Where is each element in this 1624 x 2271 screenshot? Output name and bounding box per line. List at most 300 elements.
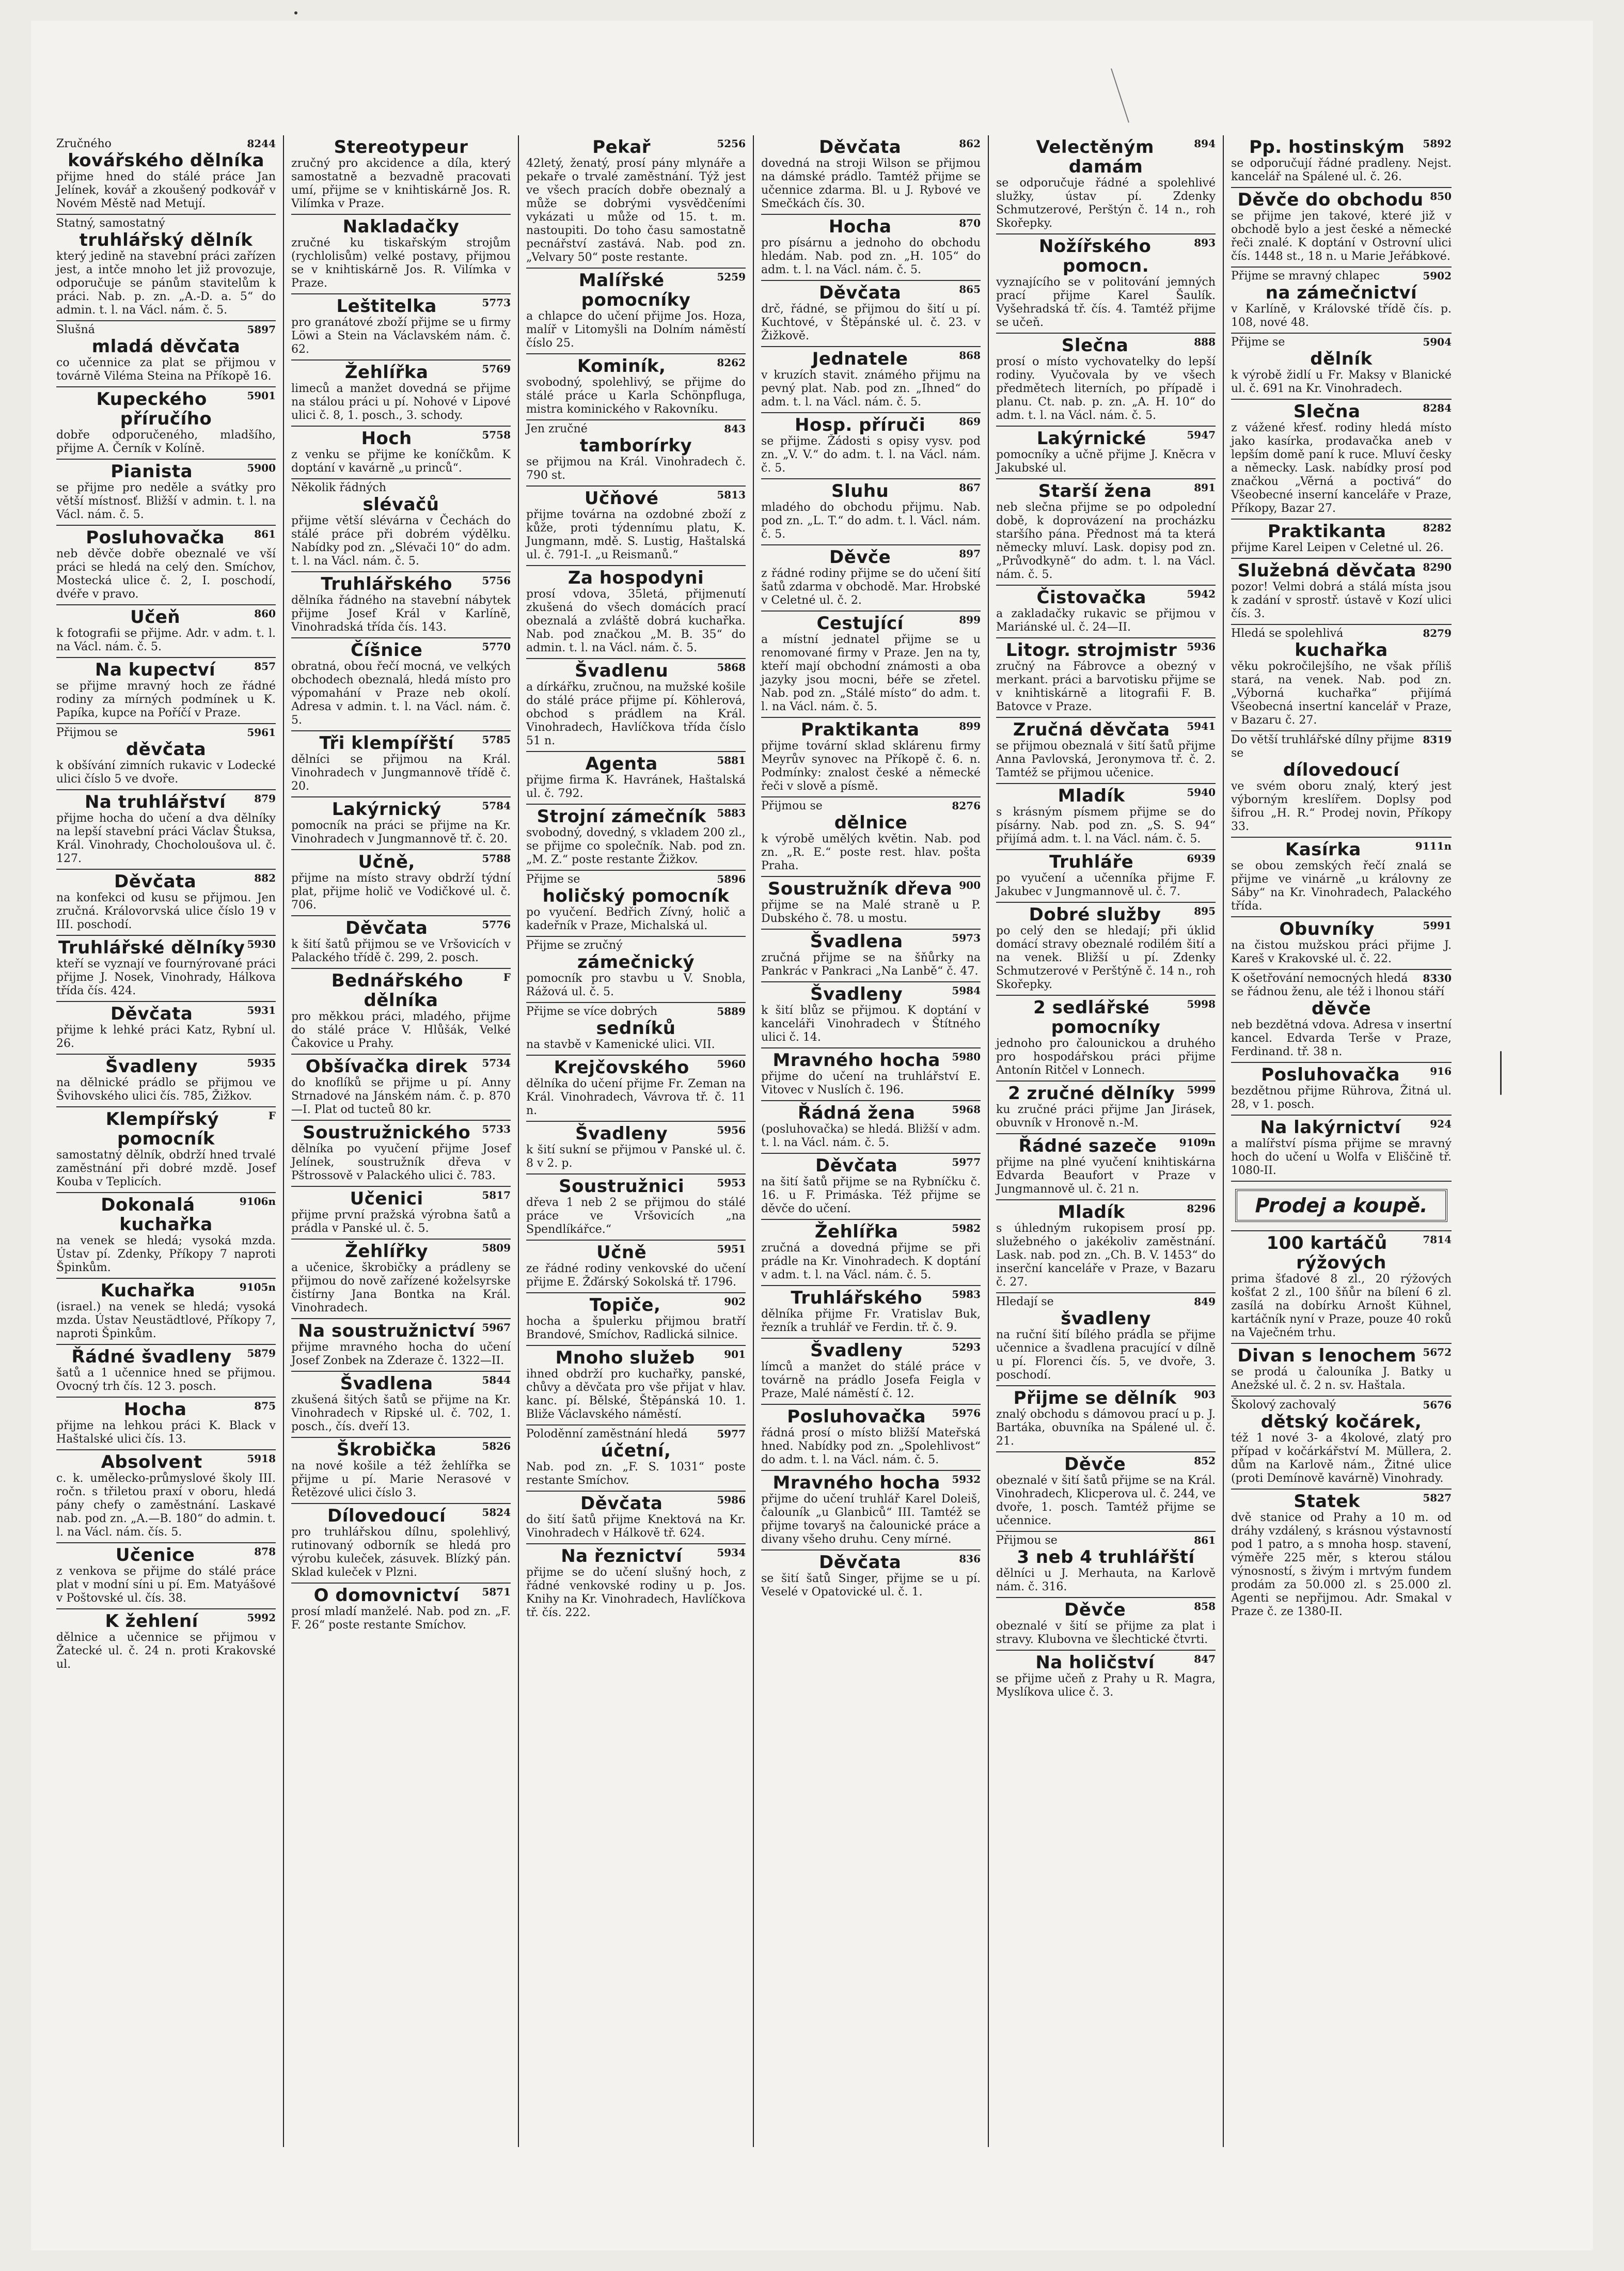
classified-ad: [291, 1504, 511, 1584]
ad-number: 5883: [717, 807, 746, 819]
ad-number: 5824: [482, 1506, 511, 1518]
ad-number: 894: [1194, 137, 1216, 150]
ad-preamble: Zručného: [56, 137, 112, 150]
ad-preamble: K ošetřování nemocných hledá se řádnou ženu, ale též i lhonou stáří: [1231, 972, 1444, 998]
ad-number: 5776: [482, 918, 511, 931]
ad-number: 5881: [717, 754, 746, 766]
ad-headline: Tři klempířští: [319, 733, 454, 754]
ad-text: s krásným písmem přijme se do písárny. Nab. pod zn. „S. S. 94“ přijímá adm. t. l. na Václ. nám. č. 5.: [996, 806, 1216, 845]
ad-number: 879: [254, 792, 276, 805]
classified-ad: [56, 790, 276, 870]
ad-preamble: Poloděnní zaměstnání hledá: [526, 1428, 688, 1440]
ad-headline: Mravného hocha: [772, 1050, 940, 1071]
ad-number: 8319: [1423, 733, 1452, 746]
ad-number: 8284: [1423, 402, 1452, 414]
ad-number: 5902: [1423, 270, 1452, 282]
ad-headline: Čistovačka: [1036, 587, 1146, 608]
classified-ad: [291, 1584, 511, 1635]
classified-ad: [996, 1532, 1216, 1598]
ad-preamble: Přijme se mravný chlapec: [1231, 270, 1380, 283]
ad-text: z řádné rodiny přijme se do učení šití šatů zdarma v obchodě. Mar. Hrobské v Celetné ul. č. 2.: [761, 567, 981, 607]
ad-column: [49, 135, 284, 2147]
classified-ad: [56, 135, 276, 215]
classified-ad: [1231, 731, 1452, 838]
ad-text: znalý obchodu s dámovou prací u p. J. Bartáka, obuvníka na Spálené ul. č. 21.: [996, 1408, 1216, 1448]
ad-headline: švadleny: [1061, 1308, 1151, 1329]
ad-text: ze řádné rodiny venkovské do učení přijme E. Žďárský Sokolská tř. 1796.: [526, 1262, 746, 1289]
ad-text: přijme hocha do učení a dva dělníky na lepší stavební práci Václav Štuksa, Král. Vinohrady, Chocholoušova ul. č. 127.: [56, 812, 276, 865]
ad-headline: Služebná děvčata: [1237, 560, 1416, 581]
classified-ad: [761, 612, 981, 718]
ad-headline: Lakýrnický: [332, 799, 442, 820]
ad-text: obeznalé v šití šatů přijme se na Král. Vinohradech, Klicperova ul. č. 244, ve dvoře, 1. posch. Tamtéž přijme se učennice.: [996, 1474, 1216, 1527]
ad-text: zručný na Fábrovce a obezný v merkant. práci a barvotisku přijme se v knihtiskárně a litografii F. B. Batovce v Praze.: [996, 660, 1216, 713]
classified-ad: [56, 936, 276, 1002]
ad-headline: Truhlářského: [791, 1288, 922, 1308]
ad-number: 5976: [952, 1407, 981, 1419]
ad-headline: Žehlířky: [345, 1241, 429, 1262]
ad-headline: 100 kartáčů rýžových: [1266, 1233, 1388, 1273]
ad-headline: kovářského dělníka: [68, 150, 264, 171]
ad-headline: Hosp. příruči: [795, 415, 926, 435]
ad-text: se obou zemských řečí znalá se přijme ve vinárně „u královny ze Sáby“ na Kr. Vinohradech, Palackého třída.: [1231, 859, 1452, 913]
ad-number: 865: [959, 283, 981, 295]
ad-headline: Malířské pomocníky: [578, 270, 691, 310]
ad-number: 5788: [482, 852, 511, 865]
ad-number: 8330: [1423, 972, 1452, 984]
ad-headline: Jednatele: [812, 349, 908, 369]
ad-text: a chlapce do učení přijme Jos. Hoza, malíř v Litomyšli na Dolním náměstí číslo 25.: [526, 310, 746, 350]
ad-text: dělnice a učennice se přijmou v Žatecké ul. č. 24 n. proti Krakovské ul.: [56, 1631, 276, 1671]
classified-ad: [56, 1398, 276, 1450]
classified-ad: [1231, 188, 1452, 268]
ad-headline: Obuvníky: [1279, 919, 1375, 939]
classified-ad: [526, 135, 746, 269]
ad-headline: Švadleny: [810, 984, 903, 1005]
classified-ad: [1231, 1397, 1452, 1490]
ad-text: dřeva 1 neb 2 se přijmou do stálé práce ve Vršovicích „na Spendlíkářce.“: [526, 1196, 746, 1236]
ad-headline: 2 sedlářské pomocníky: [1033, 997, 1161, 1038]
ad-headline: Slečna: [1061, 335, 1129, 356]
ad-number: 5986: [717, 1494, 746, 1506]
ad-text: k obšívání zimních rukavic v Lodecké ulici číslo 5 ve dvoře.: [56, 759, 276, 786]
ad-number: 5953: [717, 1177, 746, 1189]
ad-headline: Na soustružnictví: [298, 1321, 476, 1341]
ad-text: ku zručné práci přijme Jan Jirásek, obuvník v Hronově n.-M.: [996, 1103, 1216, 1130]
ad-text: řádná prosí o místo bližší Mateřská hned. Nabídky pod zn. „Spolehlivost“ do adm. t. l. na Václ. nám. č. 5.: [761, 1427, 981, 1466]
ad-text: dobře odporučeného, mladšího, přijme A. Černík v Kolíně.: [56, 429, 276, 455]
classified-ad: [291, 1121, 511, 1187]
classified-ad: [291, 361, 511, 427]
ad-headline: Řádné švadleny: [71, 1346, 232, 1367]
ad-headline: Dokonalá kuchařka: [101, 1195, 213, 1235]
ad-text: dovedná na stroji Wilson se přijmou na dámské prádlo. Tamtéž přijme se učennice zdarma. Bl. u J. Rybové ve Smečkách čís. 30.: [761, 157, 981, 210]
ad-text: samostatný dělník, obdrží hned trvalé zaměstnání při dobré mzdě. Josef Kouba v Teplicích.: [56, 1149, 276, 1188]
ad-number: 5984: [952, 984, 981, 997]
ad-text: 42letý, ženatý, prosí pány mlynáře a pekaře o trvalé zaměstnání. Týž jest ve všech pracích dobře obeznalý a může se dobrými vysvědčeními vykázati u může od 15. t. m. nastoupiti. Do toho času samostatně pecnářství zastává. Nab. pod zn. „Velvary 50“ poste restante.: [526, 157, 746, 264]
classified-ad: [526, 566, 746, 659]
ad-preamble: Hledají se: [996, 1295, 1054, 1308]
ad-number: 5785: [482, 733, 511, 746]
ad-headline: truhlářský dělník: [79, 230, 253, 250]
classified-ad: [526, 1426, 746, 1492]
ad-text: prosí o místo vychovatelky do lepší rodiny. Vyučovala by ve všech předmětech literních, po případě i planu. Ct. nab. p. zn. „A. H. 10“ do adm. t. l. na Václ. nám. č. 5.: [996, 355, 1216, 422]
classified-ad: [996, 1293, 1216, 1386]
classified-ad: [291, 1319, 511, 1372]
ad-headline: Děvčata: [819, 1552, 902, 1573]
ad-headline: Leštitelka: [336, 296, 437, 317]
classified-ad: [761, 1220, 981, 1286]
ad-headline: Děvčata: [815, 1155, 898, 1176]
ad-text: c. k. umělecko-průmyslové školy III. ročn. s třiletou praxí v oboru, hledá pány chefy o zaměstnání. Laskavé nab. pod zn. „A.—B. 180“ do admin. t. l. na Václ. nám. čís. 5.: [56, 1472, 276, 1539]
ad-number: 8296: [1187, 1202, 1216, 1215]
ad-text: na šití šatů přijme se na Rybníčku č. 16. u F. Primáska. Též přijme se děvče do učení.: [761, 1176, 981, 1215]
ad-number: 5960: [717, 1058, 746, 1070]
ad-number: 8244: [247, 137, 276, 150]
ad-number: 836: [959, 1553, 981, 1565]
ad-number: 862: [959, 137, 981, 150]
ad-number: 868: [959, 349, 981, 362]
ad-headline: Učenice: [115, 1545, 195, 1565]
classified-ad: [291, 294, 511, 361]
classified-ads-page: [49, 135, 1459, 2147]
ad-headline: Klempířský pomocník: [105, 1109, 219, 1149]
ad-number: 901: [724, 1348, 746, 1360]
classified-ad: [1231, 1231, 1452, 1344]
classified-ad: [996, 1651, 1216, 1702]
ad-headline: Děvče: [1064, 1600, 1126, 1620]
ad-text: z vážené křesť. rodiny hledá místo jako kasírka, prodavačka aneb v lepším domě paní k ruce. Mluví česky a německy. Lask. nabídky prosí pod značkou „Věrná a poctivá“ do Všeobecné inserní kanceláře v Praze, Příkopy, Bazar 27.: [1231, 421, 1452, 515]
ad-headline: na zámečnictví: [1265, 283, 1417, 303]
ad-text: zručné ku tiskařským strojům (rychlolisům) velké postavy, přijmou se v knihtiskárně Jos. R. Vilímka v Praze.: [291, 237, 511, 290]
ad-text: a zakladačky rukavic se přijmou v Mariánské ul. č. 24—II.: [996, 607, 1216, 634]
ad-number: 5672: [1423, 1346, 1452, 1358]
ad-number: 8262: [717, 356, 746, 369]
classified-ad: [56, 1543, 276, 1609]
ad-headline: Na lakýrnictví: [1260, 1117, 1401, 1138]
ad-headline: Přijme se dělník: [1013, 1388, 1177, 1408]
ad-text: na nové košile a též žehlířka se přijme u pí. Marie Nerasové v Řetězové ulici číslo 3.: [291, 1460, 511, 1499]
ad-number: 5259: [717, 271, 746, 283]
classified-ad: [761, 347, 981, 413]
classified-ad: [291, 731, 511, 797]
ad-text: pro písárnu a jednoho do obchodu hledám. Nab. pod zn. „H. 105“ do adm. t. l. na Václ. nám. č. 5.: [761, 237, 981, 276]
classified-ad: [996, 784, 1216, 850]
ad-headline: Učně: [596, 1242, 647, 1263]
classified-ad: [291, 916, 511, 969]
classified-ad: [56, 1055, 276, 1107]
classified-ad: [526, 752, 746, 805]
classified-ad: [1231, 838, 1452, 917]
ad-number: 5769: [482, 363, 511, 375]
ad-number: 5897: [247, 323, 276, 336]
ad-text: ve svém oboru znalý, který jest výborným kreslířem. Doplsy pod šifrou „H. R.“ Prodej novin, Příkopy 33.: [1231, 780, 1452, 833]
ad-text: k fotografii se přijme. Adr. v adm. t. l. na Václ. nám. č. 5.: [56, 627, 276, 653]
ad-number: 8282: [1423, 522, 1452, 534]
ad-headline: Mladík: [1058, 786, 1125, 806]
ad-number: 5676: [1423, 1399, 1452, 1411]
ad-text: do knoflíků se přijme u pí. Anny Strnadové na Jánském nám. č. p. 870—I. Plat od tucteů 80 kr.: [291, 1076, 511, 1116]
classified-ad: [996, 427, 1216, 479]
ad-text: se přijmou obeznalá v šití šatů přijme Anna Pavlovská, Jeronymova tř. č. 2. Tamtéž se přijmou učenice.: [996, 740, 1216, 779]
ad-number: 5784: [482, 800, 511, 812]
ad-headline: Truhláře: [1049, 852, 1134, 872]
classified-ad: [996, 334, 1216, 427]
classified-ad: [996, 586, 1216, 638]
ad-text: vyznajícího se v politování jemných prací přijme Karel Šaulík. Vyšehradská tř. čís. 4. Tamtéž přijme se učeň.: [996, 276, 1216, 329]
ad-number: 5956: [717, 1124, 746, 1136]
ad-column: [519, 135, 754, 2147]
ad-preamble: Do větší truhlářské dílny přijme se: [1231, 733, 1414, 760]
ad-number: 5992: [247, 1611, 276, 1624]
ad-text: se přijme učeň z Prahy u R. Magra, Myslíkova ulice č. 3.: [996, 1672, 1216, 1699]
ad-headline: Děvče do obchodu: [1237, 190, 1424, 210]
ad-number: 878: [254, 1545, 276, 1558]
classified-ad: [291, 850, 511, 916]
ad-text: a místní jednatel přijme se u renomované firmy v Praze. Jen na ty, kteří mají obchodní známosti a oba jazyky jsou mocni, béře se zřetel. Nab. pod zn. „Stálé místo“ do adm. t. l. na Václ. nám. č. 5.: [761, 633, 981, 713]
classified-ad: [56, 321, 276, 387]
ad-number: 5293: [952, 1341, 981, 1353]
ad-number: 5770: [482, 640, 511, 653]
ad-text: a učenice, škrobičky a prádleny se přijmou do nově zařízené koželsyrske čistírny Jana Bontka na Král. Vinohradech.: [291, 1261, 511, 1314]
ad-text: přijme Karel Leipen v Celetné ul. 26.: [1231, 541, 1444, 554]
ad-number: 5999: [1187, 1084, 1216, 1096]
classified-ad: [1231, 1182, 1452, 1231]
ad-number: 893: [1194, 237, 1216, 249]
classified-ad: [996, 850, 1216, 903]
classified-ad: [996, 638, 1216, 718]
printing-dot: [294, 11, 297, 14]
ad-text: přijme firma K. Havránek, Haštalská ul. č. 792.: [526, 774, 746, 800]
classified-ad: [1231, 268, 1452, 334]
ad-headline: Topiče,: [589, 1295, 661, 1315]
ad-text: ihned obdrží pro kuchařky, panské, chůvy a děvčata pro vše přijat v hlav. kanc. pí. Bělské, Štěpánská 10. 1. Bliže Václavského náměstí.: [526, 1368, 746, 1421]
ad-number: 899: [959, 614, 981, 626]
ad-headline: Hocha: [123, 1399, 187, 1420]
ad-headline: Hoch: [361, 428, 412, 449]
ad-number: 9111n: [1415, 840, 1452, 852]
ad-column: [1224, 135, 1459, 2147]
classified-ad: [526, 1056, 746, 1122]
ad-headline: Obšívačka direk: [305, 1056, 468, 1077]
ad-headline: Nakladačky: [342, 216, 460, 237]
ad-text: pro granátové zboží přijme se u firmy Löwi a Stein na Václavském nám. č. 62.: [291, 316, 511, 356]
classified-ad: [526, 1293, 746, 1346]
ad-text: přijme se do učení slušný hoch, z řádné venkovské rodiny u p. Jos. Knihy na Kr. Vinohradech, Havlíčkova tř. čís. 222.: [526, 1566, 746, 1619]
ad-number: 5947: [1187, 429, 1216, 441]
classified-ad: [996, 1082, 1216, 1134]
ad-text: přijme na lehkou práci K. Black v Haštalské ulici čís. 13.: [56, 1419, 276, 1446]
ad-text: přijme hned do stálé práce Jan Jelínek, kovář a zkoušený podkovář v Novém Městě nad Metují.: [56, 170, 276, 210]
ad-headline: Žehlířka: [344, 362, 429, 383]
ad-number: 5879: [247, 1347, 276, 1359]
ad-number: 852: [1194, 1454, 1216, 1467]
ad-number: 9105n: [239, 1281, 276, 1293]
classified-ad: [1231, 625, 1452, 731]
ad-headline: děvče: [1311, 998, 1371, 1019]
ad-number: 888: [1194, 336, 1216, 348]
classified-ad: [761, 1550, 981, 1602]
ad-headline: Divan s lenochem: [1237, 1345, 1416, 1366]
ad-preamble: Přijme se zručný: [526, 939, 623, 952]
classified-ad: [56, 1279, 276, 1345]
ad-text: přijme na plné vyučení knihtiskárna Edvarda Beaufort v Praze v Jungmannově ul. č. 21 n.: [996, 1156, 1216, 1196]
ad-headline: Děvčata: [819, 283, 902, 303]
classified-ad: [1231, 400, 1452, 520]
classified-ad: [761, 1471, 981, 1550]
classified-ad: [526, 269, 746, 354]
ad-headline: tamborírky: [579, 435, 692, 456]
classified-ad: [1231, 135, 1452, 188]
classified-ad: [1231, 559, 1452, 625]
classified-ad: [291, 1438, 511, 1504]
classified-ad: [996, 903, 1216, 996]
ad-number: F: [268, 1109, 276, 1122]
ad-text: svobodný, dovedný, s vkladem 200 zl., se přijme co společník. Nab. pod zn. „M. Z.“ poste restante Žižkov.: [526, 826, 746, 866]
classified-ad: [996, 234, 1216, 334]
ad-number: 5935: [247, 1057, 276, 1069]
ad-headline: Děvčata: [345, 918, 428, 938]
ad-headline: Číšnice: [350, 640, 423, 661]
ad-number: 5813: [717, 489, 746, 501]
classified-ad: [291, 135, 511, 215]
ad-headline: Na truhlářství: [84, 792, 226, 812]
ad-text: prosí mladí manželé. Nab. pod zn. „F. F. 26“ poste restante Smíchov.: [291, 1605, 511, 1632]
ad-headline: Děvče: [1064, 1454, 1126, 1475]
ad-column: [754, 135, 989, 2147]
ad-text: (posluhovačka) se hledá. Bližší v adm. t. l. na Václ. nám. č. 5.: [761, 1123, 981, 1149]
ad-number: 5901: [247, 389, 276, 402]
ad-text: dělníci u J. Merhauta, na Karlově nám. č. 316.: [996, 1567, 1216, 1593]
ad-headline: Starší žena: [1038, 481, 1152, 502]
ad-text: přijme se na Malé straně u P. Dubského č. 78. u mostu.: [761, 899, 981, 925]
classified-ad: [761, 1154, 981, 1220]
ad-text: (israel.) na venek se hledá; vysoká mzda. Ústav Neustädtlové, Příkopy 7, naproti Špinkům.: [56, 1301, 276, 1340]
ad-headline: 2 zručné dělníky: [1008, 1083, 1175, 1104]
ad-text: se přijme jen takové, které již v obchodě bylo a jest české a německé řeči znalé. K doptání v Ostrovní ulici čís. 1448 st., 18 n. u Marie Jeřábkové.: [1231, 210, 1452, 263]
classified-ad: [291, 1055, 511, 1121]
classified-ad: [291, 427, 511, 479]
ad-number: 5982: [952, 1222, 981, 1234]
ad-headline: Hocha: [828, 216, 892, 237]
ad-headline: Mladík: [1058, 1202, 1125, 1223]
ad-headline: Děvčata: [819, 137, 902, 158]
ad-number: 849: [1194, 1295, 1216, 1308]
ad-headline: Pekař: [592, 137, 651, 158]
ad-number: 843: [724, 422, 746, 435]
ad-column: [989, 135, 1224, 2147]
classified-ad: [291, 638, 511, 731]
classified-ad: [526, 1003, 746, 1056]
ad-headline: Statek: [1294, 1491, 1360, 1512]
ad-preamble: Slušná: [56, 323, 95, 336]
classified-ad: [761, 718, 981, 797]
ad-text: z venkova se přijme do stálé práce plat v modní síni u pí. Em. Matyášové v Poštovské ul. čís. 38.: [56, 1565, 276, 1605]
ad-number: 5983: [952, 1288, 981, 1301]
ad-number: 899: [959, 720, 981, 732]
ad-text: se odporučují řádné pradleny. Nejst. kancelář na Spálené ul. č. 26.: [1231, 157, 1452, 183]
classified-ad: [291, 1372, 511, 1438]
classified-ad: [761, 1405, 981, 1471]
ad-number: 5998: [1187, 998, 1216, 1010]
ad-number: 900: [959, 879, 981, 891]
ad-text: pro truhlářskou dílnu, spolehlivý, rutinovaný odborník se hledá pro výrobu kuleček, zásuvek. Blízký pán. Sklad kuleček v Plzni.: [291, 1526, 511, 1579]
classified-ad: [1231, 334, 1452, 400]
ad-number: 6939: [1187, 852, 1216, 865]
ad-number: 5980: [952, 1051, 981, 1063]
ad-text: k šití šatů přijmou se ve Vršovicích v Palackého třídě č. 299, 2. posch.: [291, 938, 511, 964]
classified-ad: [996, 1134, 1216, 1200]
classified-ad: [1231, 1063, 1452, 1116]
classified-ad: [526, 1492, 746, 1544]
classified-ad: [996, 479, 1216, 586]
ad-text: do šití šatů přijme Knektová na Kr. Vinohradech v Hálkově tř. 624.: [526, 1513, 746, 1540]
ad-text: svobodný, spolehlivý, se přijme do stálé práce u Karla Schönpfluga, mistra kominického v Rakovníku.: [526, 376, 746, 416]
ad-number: 5889: [717, 1005, 746, 1017]
classified-ad: [526, 354, 746, 420]
ad-number: 5868: [717, 661, 746, 674]
classified-ad: [291, 572, 511, 638]
ad-headline: Posluhovačka: [1261, 1064, 1400, 1085]
classified-ad: [56, 460, 276, 526]
ad-headline: Kupeckého příručího: [96, 389, 212, 429]
classified-ad: [526, 659, 746, 752]
classified-ad: [56, 1345, 276, 1398]
ad-text: bezdětnou přijme Rührova, Žitná ul. 28, v 1. posch.: [1231, 1085, 1452, 1111]
ad-number: F: [503, 971, 511, 983]
ad-text: k šití blůz se přijmou. K doptání v kanceláři Vinohradech v Štítného ulici č. 14.: [761, 1004, 981, 1044]
ad-number: 5827: [1423, 1492, 1452, 1504]
classified-ad: [1231, 970, 1452, 1063]
ad-headline: Litogr. strojmistr: [1005, 640, 1177, 661]
classified-ad: [761, 982, 981, 1048]
classified-ad: [56, 1609, 276, 1674]
ad-text: přijme k lehké práci Katz, Rybní ul. 26.: [56, 1024, 276, 1050]
classified-ad: [56, 870, 276, 936]
ad-headline: Děvčata: [580, 1493, 663, 1514]
ad-headline: Švadleny: [105, 1056, 198, 1077]
classified-ad: [526, 871, 746, 937]
ad-number: 5256: [717, 137, 746, 150]
ad-headline: dělník: [1310, 349, 1373, 369]
ad-headline: Na kupectví: [95, 660, 216, 680]
classified-ad: [526, 1174, 746, 1241]
classified-ad: [56, 1450, 276, 1543]
ad-number: 5940: [1187, 786, 1216, 798]
ad-text: k výrobě umělých květin. Nab. pod zn. „R. E.“ poste rest. hlav. pošta Praha.: [761, 833, 981, 872]
ad-number: 847: [1194, 1653, 1216, 1665]
ad-text: kteří se vyznají ve fournýrované práci přijme J. Nosek, Vinohrady, Hálkova třída čís. 424.: [56, 958, 276, 997]
ad-headline: Na řeznictví: [561, 1546, 683, 1567]
ad-text: po celý den se hledají; při úklid domácí stravy obeznalé rodilém šití a na venek. Bližší u pí. Zdenky Schmutzerové v Perštýně č. 14 n., roh Skořepky.: [996, 925, 1216, 991]
ad-headline: Velectěným damám: [1036, 137, 1154, 177]
ad-headline: Soustružnického: [303, 1122, 471, 1143]
ad-headline: Krejčovského: [554, 1057, 689, 1078]
ad-number: 850: [1430, 190, 1452, 202]
ad-number: 882: [254, 872, 276, 884]
classified-ad: [291, 1187, 511, 1240]
ad-headline: Švadlena: [340, 1373, 433, 1394]
margin-mark: [1500, 1051, 1502, 1095]
ad-number: 5936: [1187, 640, 1216, 653]
classified-ad: [526, 1122, 746, 1174]
ad-headline: Stereotypeur: [334, 137, 468, 158]
ad-number: 5773: [482, 296, 511, 309]
ad-number: 8276: [952, 800, 981, 812]
ad-headline: Nožířského pomocn.: [1038, 236, 1152, 276]
classified-ad: [1231, 1490, 1452, 1622]
ad-number: 5934: [717, 1546, 746, 1559]
